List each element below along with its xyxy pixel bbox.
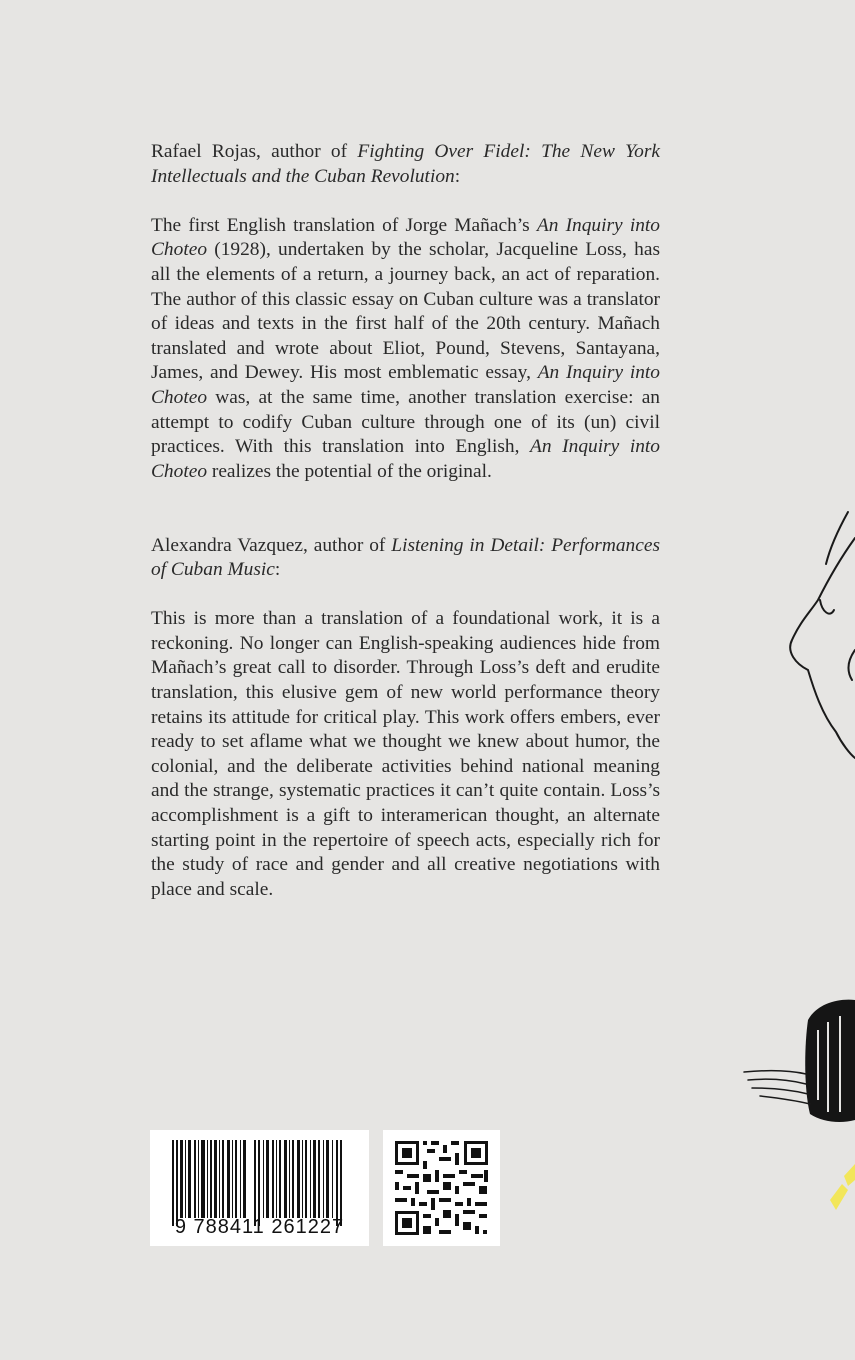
review-1-body: The first English translation of Jorge Mañach’s An Inquiry into Choteo (1928), undertaken by the scholar, Jacqueline Loss, has all the elements of a return, a journey back, an act of reparation. The author of this classic essay on Cuban culture was a translator of ideas and texts in the first half of the 20th century. Mañach translated and wrote about Eliot, Pound, Stevens, Santayana, James, and Dewey. His most emblematic essay, An Inquiry into Choteo was, at the same time, another translation exercise: an attempt to codify Cuban culture through one of its (un) civil practices. With this translation into English, An Inquiry into Choteo realizes the potential of the original. xyxy=(151,214,661,482)
book-title: An Inquiry into Choteo xyxy=(151,436,661,482)
book-title: Fighting Over Fidel: The New York Intellectuals and the Cuban Revolution xyxy=(151,141,661,187)
isbn-barcode xyxy=(150,1130,369,1246)
isbn-number: 9 788411 261227 xyxy=(174,1216,345,1238)
qr-code xyxy=(383,1130,500,1246)
qr-code-icon xyxy=(383,1130,500,1246)
back-cover-text xyxy=(151,140,660,927)
review-2-attribution: Alexandra Vazquez, author of Listening in Detail: Performances of Cuban Music: xyxy=(151,534,660,581)
book-title: An Inquiry into Choteo xyxy=(151,214,661,261)
review-2-body: This is more than a translation of a foundational work, it is a reckoning. No longer can English-speaking audiences hide from Mañach’s great call to disorder. Through Loss’s deft and erudite translation, this elusive gem of new world performance theory retains its attitude for critical play. This work offers embers, ever ready to set aflame what we thought we knew about humor, the colonial, and the deliberate activities behind national meaning and the strange, systematic practices it can’t quite contain. Loss’s accomplishment is a gift to interamerican thought, an alternate starting point in the repertoire of speech acts, especially rich for the study of race and gender and all creative negotiations with place and scale. xyxy=(151,608,660,900)
book-title: Listening in Detail: Performances of Cuban Music xyxy=(151,534,660,581)
book-title: An Inquiry into Choteo xyxy=(151,362,660,408)
sketch-illustration xyxy=(730,500,855,1220)
review-1-attribution: Rafael Rojas, author of Fighting Over Fidel: The New York Intellectuals and the Cuban Revolution: xyxy=(151,141,661,187)
